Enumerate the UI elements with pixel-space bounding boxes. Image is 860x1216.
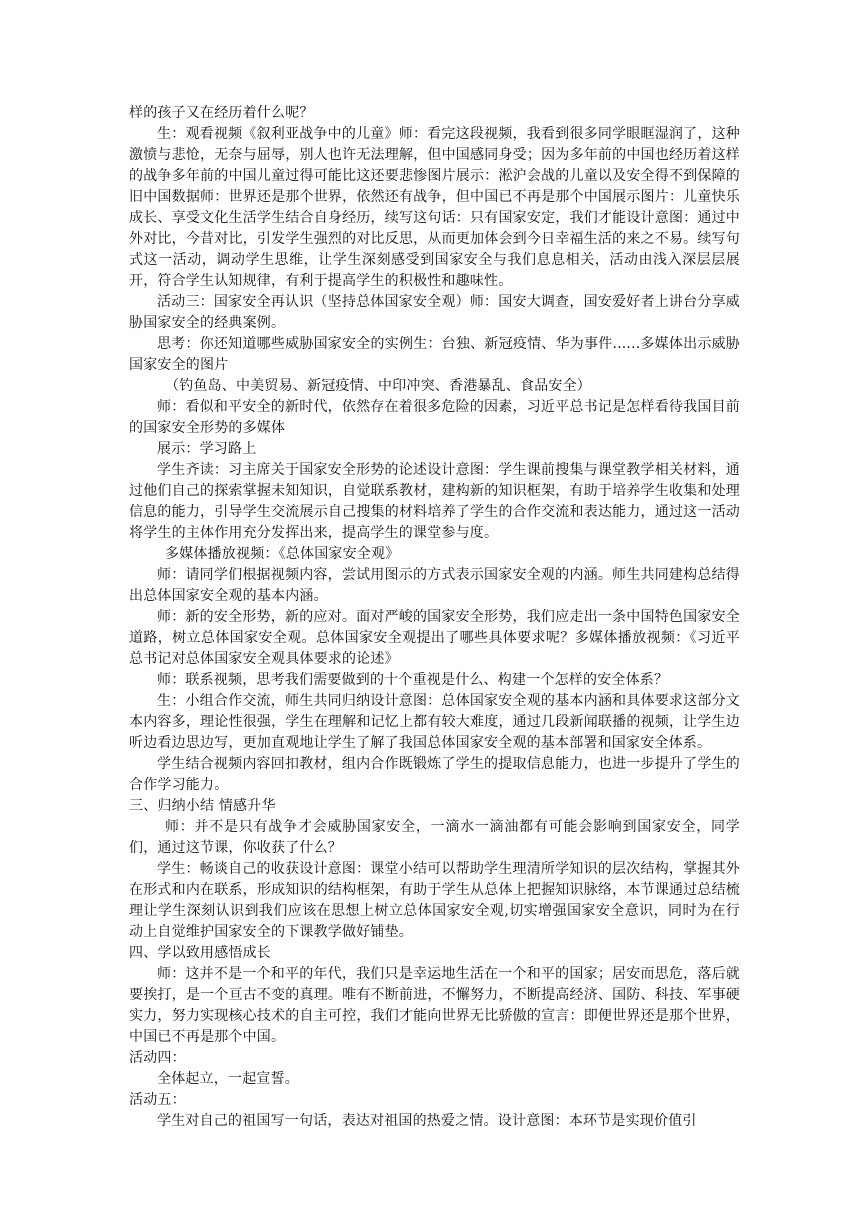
- paragraph-video-syria: 生：观看视频《叙利亚战争中的儿童》师：看完这段视频，我看到很多同学眼眶湿润了，这种激愤与悲怆，无奈与屈辱，别人也许无法理解，但中国感同身受；因为多年前的中国也经历着这样的战争多年前的中国儿童过得可能比这还要悲惨图片展示：淞沪会战的儿童以及安全得不到保障的旧中国数据师：世界还是那个世界，依然还有战争，但中国已不再是那个中国展示图片：儿童快乐成长、享受文化生活学生结合自身经历，续写这句话：只有国家安定，我们才能设计意图：通过中外对比，今昔对比，引发学生强烈的对比反思，从而更加体会到今日幸福生活的来之不易。续写句式这一活动，调动学生思维，让学生深刻感受到国家安全与我们息息相关，活动由浅入深层层展开，符合学生认知规律，有利于提高学生的积极性和趣味性。: [129, 126, 740, 289]
- paragraph-intro-question: 样的孩子又在经历着什么呢？: [129, 105, 314, 121]
- paragraph-write-sentence: 学生对自己的祖国写一句话，表达对祖国的热爱之情。设计意图：本环节是实现价值引: [157, 1113, 697, 1129]
- activity-four-label: 活动四：: [129, 1050, 186, 1066]
- paragraph-student-harvest: 学生：畅谈自己的收获设计意图：课堂小结可以帮助学生理清所学知识的层次结构，掌握其外在形式和内在联系，形成知识的结构框架，有助于学生从总体上把握知识脉络，本节课通过总结梳理让学生深刻认识到我们应该在思想上树立总体国家安全观,切实增强国家安全意识，同时为在行动上自觉维护国家安全的下课教学做好铺垫。: [129, 861, 740, 940]
- paragraph-textbook-review: 学生结合视频内容回扣教材，组内合作既锻炼了学生的提取信息能力，也进一步提升了学生的合作学习能力。: [129, 756, 740, 793]
- paragraph-think-threats: 思考：你还知道哪些威胁国家安全的实例生：台独、新冠疫情、华为事件......多媒体出示威胁国家安全的图片: [129, 336, 740, 373]
- paragraph-teacher-situation: 师：看似和平安全的新时代，依然存在着很多危险的因素，习近平总书记是怎样看待我国目前的国家安全形势的多媒体: [129, 399, 740, 436]
- paragraph-peace-era: 师：这并不是一个和平的年代，我们只是幸运地生活在一个和平的国家；居安而思危，落后就要挨打，是一个亘古不变的真理。唯有不断前进，不懈努力，不断提高经济、国防、科技、军事硬实力，努力实现核心技术的自主可控，我们才能向世界无比骄傲的宣言：即便世界还是那个世界，中国已不再是那个中国。: [129, 966, 740, 1045]
- paragraph-group-work: 生：小组合作交流，师生共同归纳设计意图：总体国家安全观的基本内涵和具体要求这部分文本内容多，理论性很强，学生在理解和记忆上都有较大难度，通过几段新闻联播的视频，让学生边听边看边思边写，更加直观地让学生了解了我国总体国家安全观的基本部署和国家安全体系。: [129, 693, 740, 751]
- paragraph-student-reading: 学生齐读：习主席关于国家安全形势的论述设计意图：学生课前搜集与课堂教学相关材料，通过他们自己的探索掌握未知知识，自觉联系教材，建构新的知识框架，有助于培养学生收集和处理信息的能力，引导学生交流展示自己搜集的材料培养了学生的合作交流和表达能力，通过这一活动将学生的主体作用充分发挥出来，提高学生的课堂参与度。: [129, 462, 740, 541]
- paragraph-diagram-task: 师：请同学们根据视频内容，尝试用图示的方式表示国家安全观的内涵。师生共同建构总结得出总体国家安全观的基本内涵。: [129, 567, 740, 604]
- paragraph-oath: 全体起立，一起宣誓。: [157, 1071, 299, 1087]
- paragraph-threat-examples: （钓鱼岛、中美贸易、新冠疫情、中印冲突、香港暴乱、食品安全）: [165, 378, 591, 394]
- paragraph-ten-points: 师：联系视频，思考我们需要做到的十个重视是什么、构建一个怎样的安全体系？: [157, 672, 669, 688]
- paragraph-show-learning: 展示：学习路上: [157, 441, 257, 457]
- activity-five-label: 活动五：: [129, 1092, 186, 1108]
- section-heading-summary: 三、归纳小结 情感升华: [129, 798, 276, 814]
- section-heading-application: 四、学以致用感悟成长: [129, 945, 271, 961]
- document-page: [129, 103, 740, 1132]
- paragraph-media-video: 多媒体播放视频：《总体国家安全观》: [165, 546, 400, 562]
- paragraph-activity-three: 活动三：国家安全再认识（坚持总体国家安全观）师：国安大调查，国安爱好者上讲台分享威胁国家安全的经典案例。: [129, 294, 740, 331]
- paragraph-new-situation: 师：新的安全形势，新的应对。面对严峻的国家安全形势，我们应走出一条中国特色国家安全道路，树立总体国家安全观。总体国家安全观提出了哪些具体要求呢？多媒体播放视频：《习近平总书记对总体国家安全观具体要求的论述》: [129, 609, 740, 667]
- paragraph-summary-question: 师：并不是只有战争才会威胁国家安全，一滴水一滴油都有可能会影响到国家安全，同学们，通过这节课，你收获了什么？: [129, 819, 740, 856]
